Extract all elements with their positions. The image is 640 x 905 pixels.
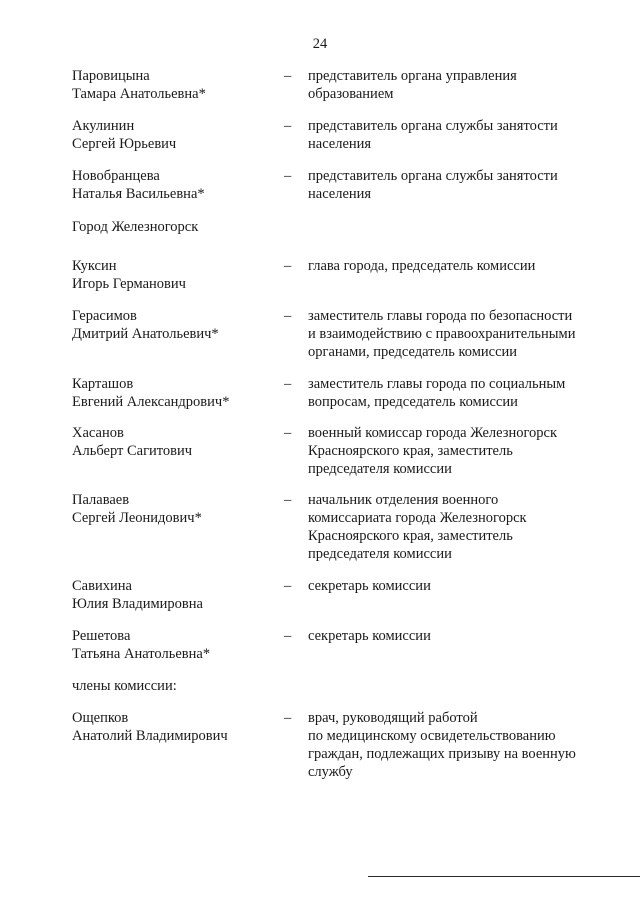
person-name xyxy=(72,491,272,527)
given-names: Татьяна Анатольевна* xyxy=(72,646,211,662)
person-role xyxy=(308,577,618,595)
dash: – xyxy=(284,628,292,644)
given-names: Альберт Сагитович xyxy=(72,443,193,459)
page-number: 24 xyxy=(312,36,328,52)
role-line: представитель органа службы занятости xyxy=(308,168,558,184)
role-line: председателя комиссии xyxy=(308,546,452,562)
role-line: образованием xyxy=(308,86,394,102)
surname: Решетова xyxy=(72,628,131,644)
given-names: Наталья Васильевна* xyxy=(72,186,205,202)
role-line: заместитель главы города по социальным xyxy=(308,376,566,392)
surname: Хасанов xyxy=(72,425,124,441)
surname: Савихина xyxy=(72,578,132,594)
person-name xyxy=(72,709,272,745)
dash: – xyxy=(284,376,292,392)
person-role xyxy=(308,491,618,563)
dash: – xyxy=(284,710,292,726)
person-role xyxy=(308,67,618,103)
surname: Паровицына xyxy=(72,68,150,84)
section-heading-city: Город Железногорск xyxy=(72,219,199,235)
role-line: службу xyxy=(308,764,353,780)
person-name xyxy=(72,577,272,613)
given-names: Сергей Леонидович* xyxy=(72,510,202,526)
given-names: Дмитрий Анатольевич* xyxy=(72,326,219,342)
dash: – xyxy=(284,258,292,274)
role-line: и взаимодействию с правоохранительными xyxy=(308,326,576,342)
person-name xyxy=(72,67,272,103)
person-role xyxy=(308,424,618,478)
role-line: населения xyxy=(308,186,372,202)
role-line: по медицинскому освидетельствованию xyxy=(308,728,556,744)
role-line: вопросам, председатель комиссии xyxy=(308,394,518,410)
given-names: Юлия Владимировна xyxy=(72,596,203,612)
role-line: Красноярского края, заместитель xyxy=(308,528,513,544)
role-line: врач, руководящий работой xyxy=(308,710,478,726)
person-role xyxy=(308,375,618,411)
person-role xyxy=(308,167,618,203)
person-name xyxy=(72,307,272,343)
person-name xyxy=(72,117,272,153)
role-line: органами, председатель комиссии xyxy=(308,344,518,360)
person-name xyxy=(72,424,272,460)
role-line: комиссариата города Железногорск xyxy=(308,510,527,526)
section-heading-members: члены комиссии: xyxy=(72,678,177,694)
given-names: Сергей Юрьевич xyxy=(72,136,177,152)
person-name xyxy=(72,375,272,411)
dash: – xyxy=(284,578,292,594)
given-names: Игорь Германович xyxy=(72,276,186,292)
given-names: Евгений Александрович* xyxy=(72,394,230,410)
role-line: военный комиссар города Железногорск xyxy=(308,425,558,441)
given-names: Тамара Анатольевна* xyxy=(72,86,206,102)
dash: – xyxy=(284,492,292,508)
person-name xyxy=(72,257,272,293)
surname: Акулинин xyxy=(72,118,135,134)
dash: – xyxy=(284,425,292,441)
surname: Палаваев xyxy=(72,492,130,508)
person-name xyxy=(72,627,272,663)
role-line: секретарь комиссии xyxy=(308,578,431,594)
role-line: секретарь комиссии xyxy=(308,628,431,644)
surname: Герасимов xyxy=(72,308,137,324)
dash: – xyxy=(284,168,292,184)
surname: Куксин xyxy=(72,258,117,274)
dash: – xyxy=(284,118,292,134)
person-name xyxy=(72,167,272,203)
dash: – xyxy=(284,68,292,84)
role-line: Красноярского края, заместитель xyxy=(308,443,513,459)
dash: – xyxy=(284,308,292,324)
person-role xyxy=(308,627,618,645)
given-names: Анатолий Владимирович xyxy=(72,728,228,744)
role-line: председателя комиссии xyxy=(308,461,452,477)
role-line: начальник отделения военного xyxy=(308,492,499,508)
role-line: представитель органа управления xyxy=(308,68,517,84)
role-line: представитель органа службы занятости xyxy=(308,118,558,134)
role-line: заместитель главы города по безопасности xyxy=(308,308,573,324)
person-role xyxy=(308,709,618,781)
surname: Карташов xyxy=(72,376,134,392)
role-line: граждан, подлежащих призыву на военную xyxy=(308,746,576,762)
role-line: населения xyxy=(308,136,372,152)
person-role xyxy=(308,117,618,153)
person-role xyxy=(308,257,618,275)
surname: Новобранцева xyxy=(72,168,160,184)
footnote-rule xyxy=(368,876,640,877)
role-line: глава города, председатель комиссии xyxy=(308,258,536,274)
surname: Ощепков xyxy=(72,710,129,726)
person-role xyxy=(308,307,618,361)
